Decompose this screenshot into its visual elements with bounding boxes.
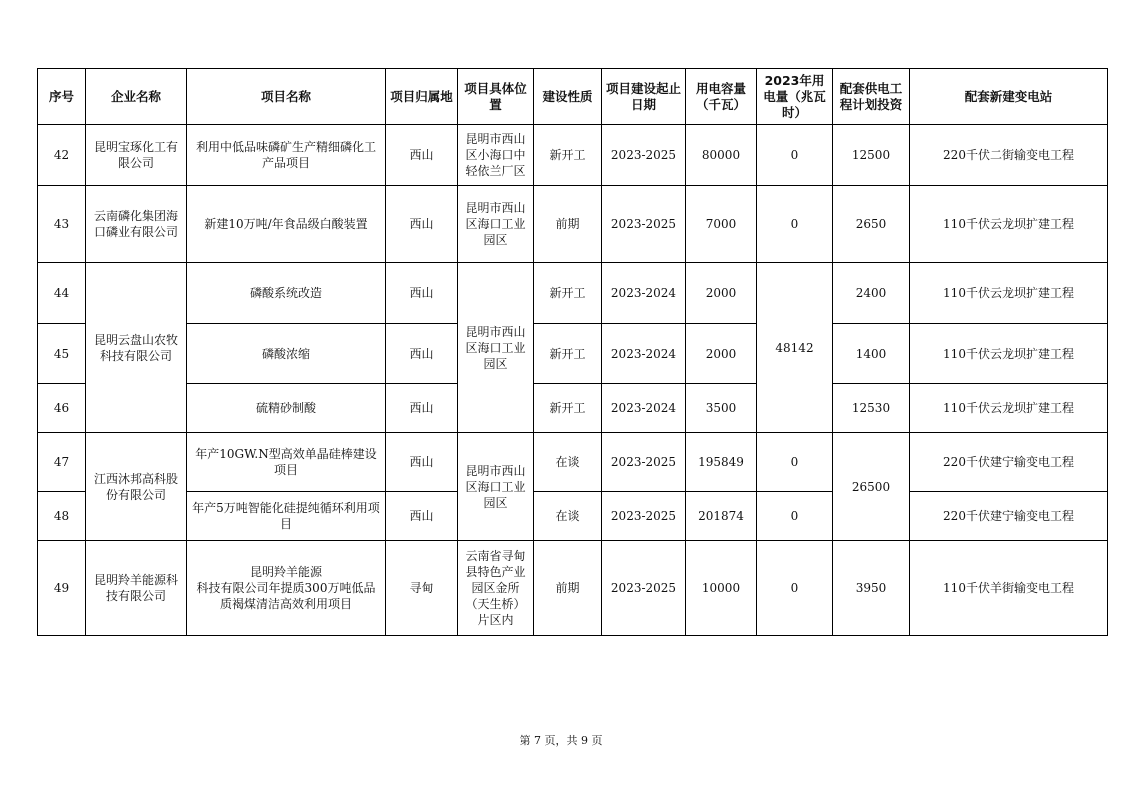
cell-project-line1: 昆明羚羊能源 bbox=[249, 565, 322, 579]
cell-period: 2023-2025 bbox=[602, 186, 686, 263]
cell-investment: 26500 bbox=[833, 433, 910, 541]
header-period: 项目建设起止日期 bbox=[602, 69, 686, 125]
cell-capacity: 195849 bbox=[686, 433, 757, 492]
cell-project: 新建10万吨/年食品级白酸装置 bbox=[187, 186, 386, 263]
cell-capacity: 10000 bbox=[686, 541, 757, 636]
cell-seq: 49 bbox=[38, 541, 86, 636]
cell-company: 昆明云盘山农牧科技有限公司 bbox=[86, 263, 187, 433]
cell-period: 2023-2025 bbox=[602, 433, 686, 492]
header-location: 项目具体位置 bbox=[458, 69, 534, 125]
cell-nature: 前期 bbox=[534, 186, 602, 263]
cell-project: 年产5万吨智能化硅提纯循环利用项目 bbox=[187, 492, 386, 541]
table-row bbox=[38, 541, 1108, 636]
cell-region: 西山 bbox=[386, 384, 458, 433]
cell-investment: 2650 bbox=[833, 186, 910, 263]
cell-capacity: 3500 bbox=[686, 384, 757, 433]
cell-region: 西山 bbox=[386, 186, 458, 263]
cell-nature: 前期 bbox=[534, 541, 602, 636]
cell-seq: 45 bbox=[38, 324, 86, 384]
cell-period: 2023-2024 bbox=[602, 263, 686, 324]
cell-substation: 110千伏云龙坝扩建工程 bbox=[910, 263, 1108, 324]
cell-investment: 1400 bbox=[833, 324, 910, 384]
cell-substation: 110千伏羊街输变电工程 bbox=[910, 541, 1108, 636]
page-footer: 第 7 页，共 9 页 bbox=[519, 734, 603, 747]
cell-period: 2023-2025 bbox=[602, 125, 686, 186]
cell-company: 昆明宝琢化工有限公司 bbox=[86, 125, 187, 186]
table-row bbox=[38, 433, 1108, 492]
cell-region: 寻甸 bbox=[386, 541, 458, 636]
cell-capacity: 201874 bbox=[686, 492, 757, 541]
cell-seq: 43 bbox=[38, 186, 86, 263]
cell-nature: 新开工 bbox=[534, 324, 602, 384]
cell-region: 西山 bbox=[386, 125, 458, 186]
header-seq: 序号 bbox=[38, 69, 86, 125]
cell-region: 西山 bbox=[386, 263, 458, 324]
cell-nature: 新开工 bbox=[534, 263, 602, 324]
table-row bbox=[38, 186, 1108, 263]
cell-investment: 3950 bbox=[833, 541, 910, 636]
cell-nature: 在谈 bbox=[534, 492, 602, 541]
table-row bbox=[38, 492, 1108, 541]
cell-period: 2023-2024 bbox=[602, 324, 686, 384]
cell-project: 年产10GW.N型高效单晶硅棒建设项目 bbox=[187, 433, 386, 492]
cell-substation: 220千伏建宁输变电工程 bbox=[910, 492, 1108, 541]
cell-location: 昆明市西山区海口工业园区 bbox=[458, 186, 534, 263]
table-row bbox=[38, 324, 1108, 384]
cell-location: 昆明市西山区海口工业园区 bbox=[458, 263, 534, 433]
cell-location: 昆明市西山区海口工业园区 bbox=[458, 433, 534, 541]
table-row bbox=[38, 263, 1108, 324]
cell-project: 利用中低品味磷矿生产精细磷化工产品项目 bbox=[187, 125, 386, 186]
cell-usage2023: 0 bbox=[757, 125, 833, 186]
cell-capacity: 7000 bbox=[686, 186, 757, 263]
header-investment: 配套供电工程计划投资 bbox=[833, 69, 910, 125]
cell-substation: 220千伏二街输变电工程 bbox=[910, 125, 1108, 186]
header-usage2023: 2023年用电量（兆瓦时） bbox=[757, 69, 833, 125]
cell-usage2023: 0 bbox=[757, 492, 833, 541]
cell-project: 磷酸浓缩 bbox=[187, 324, 386, 384]
cell-seq: 42 bbox=[38, 125, 86, 186]
cell-seq: 48 bbox=[38, 492, 86, 541]
cell-region: 西山 bbox=[386, 492, 458, 541]
cell-nature: 在谈 bbox=[534, 433, 602, 492]
cell-usage2023: 48142 bbox=[757, 263, 833, 433]
cell-project: 硫精砂制酸 bbox=[187, 384, 386, 433]
header-project: 项目名称 bbox=[187, 69, 386, 125]
header-region: 项目归属地 bbox=[386, 69, 458, 125]
cell-substation: 110千伏云龙坝扩建工程 bbox=[910, 384, 1108, 433]
cell-seq: 46 bbox=[38, 384, 86, 433]
cell-capacity: 2000 bbox=[686, 324, 757, 384]
header-row bbox=[38, 69, 1108, 125]
cell-period: 2023-2024 bbox=[602, 384, 686, 433]
cell-substation: 110千伏云龙坝扩建工程 bbox=[910, 186, 1108, 263]
cell-usage2023: 0 bbox=[757, 541, 833, 636]
cell-investment: 2400 bbox=[833, 263, 910, 324]
cell-project bbox=[187, 541, 386, 636]
cell-investment: 12500 bbox=[833, 125, 910, 186]
cell-capacity: 80000 bbox=[686, 125, 757, 186]
header-substation: 配套新建变电站 bbox=[910, 69, 1108, 125]
cell-substation: 220千伏建宁输变电工程 bbox=[910, 433, 1108, 492]
cell-region: 西山 bbox=[386, 433, 458, 492]
cell-substation: 110千伏云龙坝扩建工程 bbox=[910, 324, 1108, 384]
project-table bbox=[37, 68, 1108, 636]
header-capacity: 用电容量（千瓦） bbox=[686, 69, 757, 125]
cell-investment: 12530 bbox=[833, 384, 910, 433]
cell-period: 2023-2025 bbox=[602, 492, 686, 541]
cell-seq: 44 bbox=[38, 263, 86, 324]
cell-region: 西山 bbox=[386, 324, 458, 384]
cell-project: 磷酸系统改造 bbox=[187, 263, 386, 324]
cell-usage2023: 0 bbox=[757, 186, 833, 263]
cell-company: 昆明羚羊能源科技有限公司 bbox=[86, 541, 187, 636]
table-row bbox=[38, 384, 1108, 433]
cell-location: 云南省寻甸县特色产业园区金所（天生桥）片区内 bbox=[458, 541, 534, 636]
cell-company: 云南磷化集团海口磷业有限公司 bbox=[86, 186, 187, 263]
table-row bbox=[38, 125, 1108, 186]
cell-usage2023: 0 bbox=[757, 433, 833, 492]
cell-seq: 47 bbox=[38, 433, 86, 492]
cell-company: 江西沐邦高科股份有限公司 bbox=[86, 433, 187, 541]
cell-nature: 新开工 bbox=[534, 384, 602, 433]
cell-nature: 新开工 bbox=[534, 125, 602, 186]
cell-location: 昆明市西山区小海口中轻依兰厂区 bbox=[458, 125, 534, 186]
header-company: 企业名称 bbox=[86, 69, 187, 125]
cell-capacity: 2000 bbox=[686, 263, 757, 324]
cell-project-line2: 科技有限公司年提质300万吨低品质褐煤清洁高效利用项目 bbox=[196, 581, 376, 611]
cell-period: 2023-2025 bbox=[602, 541, 686, 636]
header-nature: 建设性质 bbox=[534, 69, 602, 125]
